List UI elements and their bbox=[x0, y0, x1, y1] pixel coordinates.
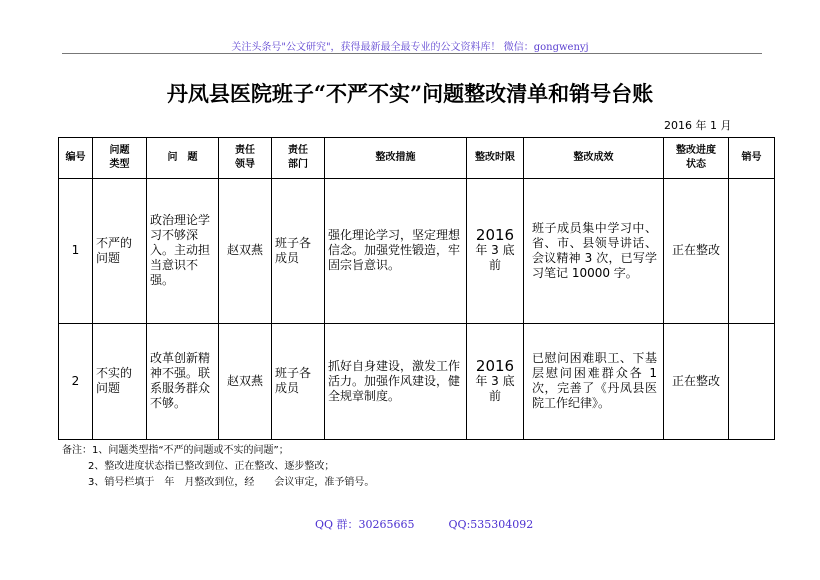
document-title: 丹凤县医院班子“不严不实”问题整改清单和销号台账 bbox=[166, 81, 654, 106]
note-line: 3、销号栏填于 年 月整改到位，经 会议审定，准予销号。 bbox=[88, 477, 375, 488]
row-results: 班子成员集中学习中、省、市、县领导讲话、会议精神 3 次，已写学习笔记 10000 字。 bbox=[524, 179, 664, 324]
header-note: 关注头条号"公文研究"，获得最新最全最专业的公文资料库！ 微信：gongwenyj bbox=[231, 42, 589, 53]
note-line: 备注：1、问题类型指“不严的问题或不实的问题”； bbox=[62, 445, 289, 456]
table-header-row bbox=[59, 138, 775, 179]
row-problem-type: 不严的问题 bbox=[93, 179, 147, 324]
col-header-leader: 责任 领导 bbox=[219, 138, 272, 179]
col-header-status: 整改进度 状态 bbox=[664, 138, 729, 179]
col-header-closure: 销号 bbox=[729, 138, 775, 179]
row-results: 已慰问困难职工、下基层慰问困难群众各 1 次，完善了《丹凤县医院工作纪律》。 bbox=[524, 323, 664, 439]
rectification-ledger-table bbox=[58, 137, 775, 440]
qq-group-text: QQ 群：30265665 bbox=[315, 518, 415, 531]
row-deadline: 2016 年 3 底 前 bbox=[467, 323, 524, 439]
row-measures: 强化理论学习，坚定理想信念。加强党性锻造，牢固宗旨意识。 bbox=[325, 179, 467, 324]
row-deadline: 2016 年 3 底 前 bbox=[467, 179, 524, 324]
table-row bbox=[59, 179, 775, 324]
col-header-type: 问题 类型 bbox=[93, 138, 147, 179]
row-problem-type: 不实的问题 bbox=[93, 323, 147, 439]
table-row bbox=[59, 323, 775, 439]
row-measures: 抓好自身建设，激发工作活力。加强作风建设，健全规章制度。 bbox=[325, 323, 467, 439]
notes-section bbox=[62, 443, 374, 491]
header-divider bbox=[62, 53, 762, 54]
footer-contact bbox=[315, 516, 533, 532]
document-date: 2016 年 1 月 bbox=[664, 119, 732, 132]
col-header-index: 编号 bbox=[59, 138, 93, 179]
row-leader: 赵双燕 bbox=[219, 323, 272, 439]
row-problem: 政治理论学习不够深入。主动担当意识不强。 bbox=[147, 179, 219, 324]
row-closure bbox=[729, 323, 775, 439]
row-status: 正在整改 bbox=[664, 323, 729, 439]
row-leader: 赵双燕 bbox=[219, 179, 272, 324]
col-header-measures: 整改措施 bbox=[325, 138, 467, 179]
col-header-deadline: 整改时限 bbox=[467, 138, 524, 179]
col-header-problem: 问 题 bbox=[147, 138, 219, 179]
row-closure bbox=[729, 179, 775, 324]
row-index: 2 bbox=[59, 323, 93, 439]
row-dept: 班子各成员 bbox=[272, 323, 325, 439]
col-header-results: 整改成效 bbox=[524, 138, 664, 179]
qq-text: QQ:535304092 bbox=[448, 518, 534, 531]
row-status: 正在整改 bbox=[664, 179, 729, 324]
row-problem: 改革创新精神不强。联系服务群众不够。 bbox=[147, 323, 219, 439]
row-index: 1 bbox=[59, 179, 93, 324]
row-dept: 班子各成员 bbox=[272, 179, 325, 324]
note-line: 2、整改进度状态指已整改到位、正在整改、逐步整改； bbox=[88, 461, 335, 472]
col-header-dept: 责任 部门 bbox=[272, 138, 325, 179]
